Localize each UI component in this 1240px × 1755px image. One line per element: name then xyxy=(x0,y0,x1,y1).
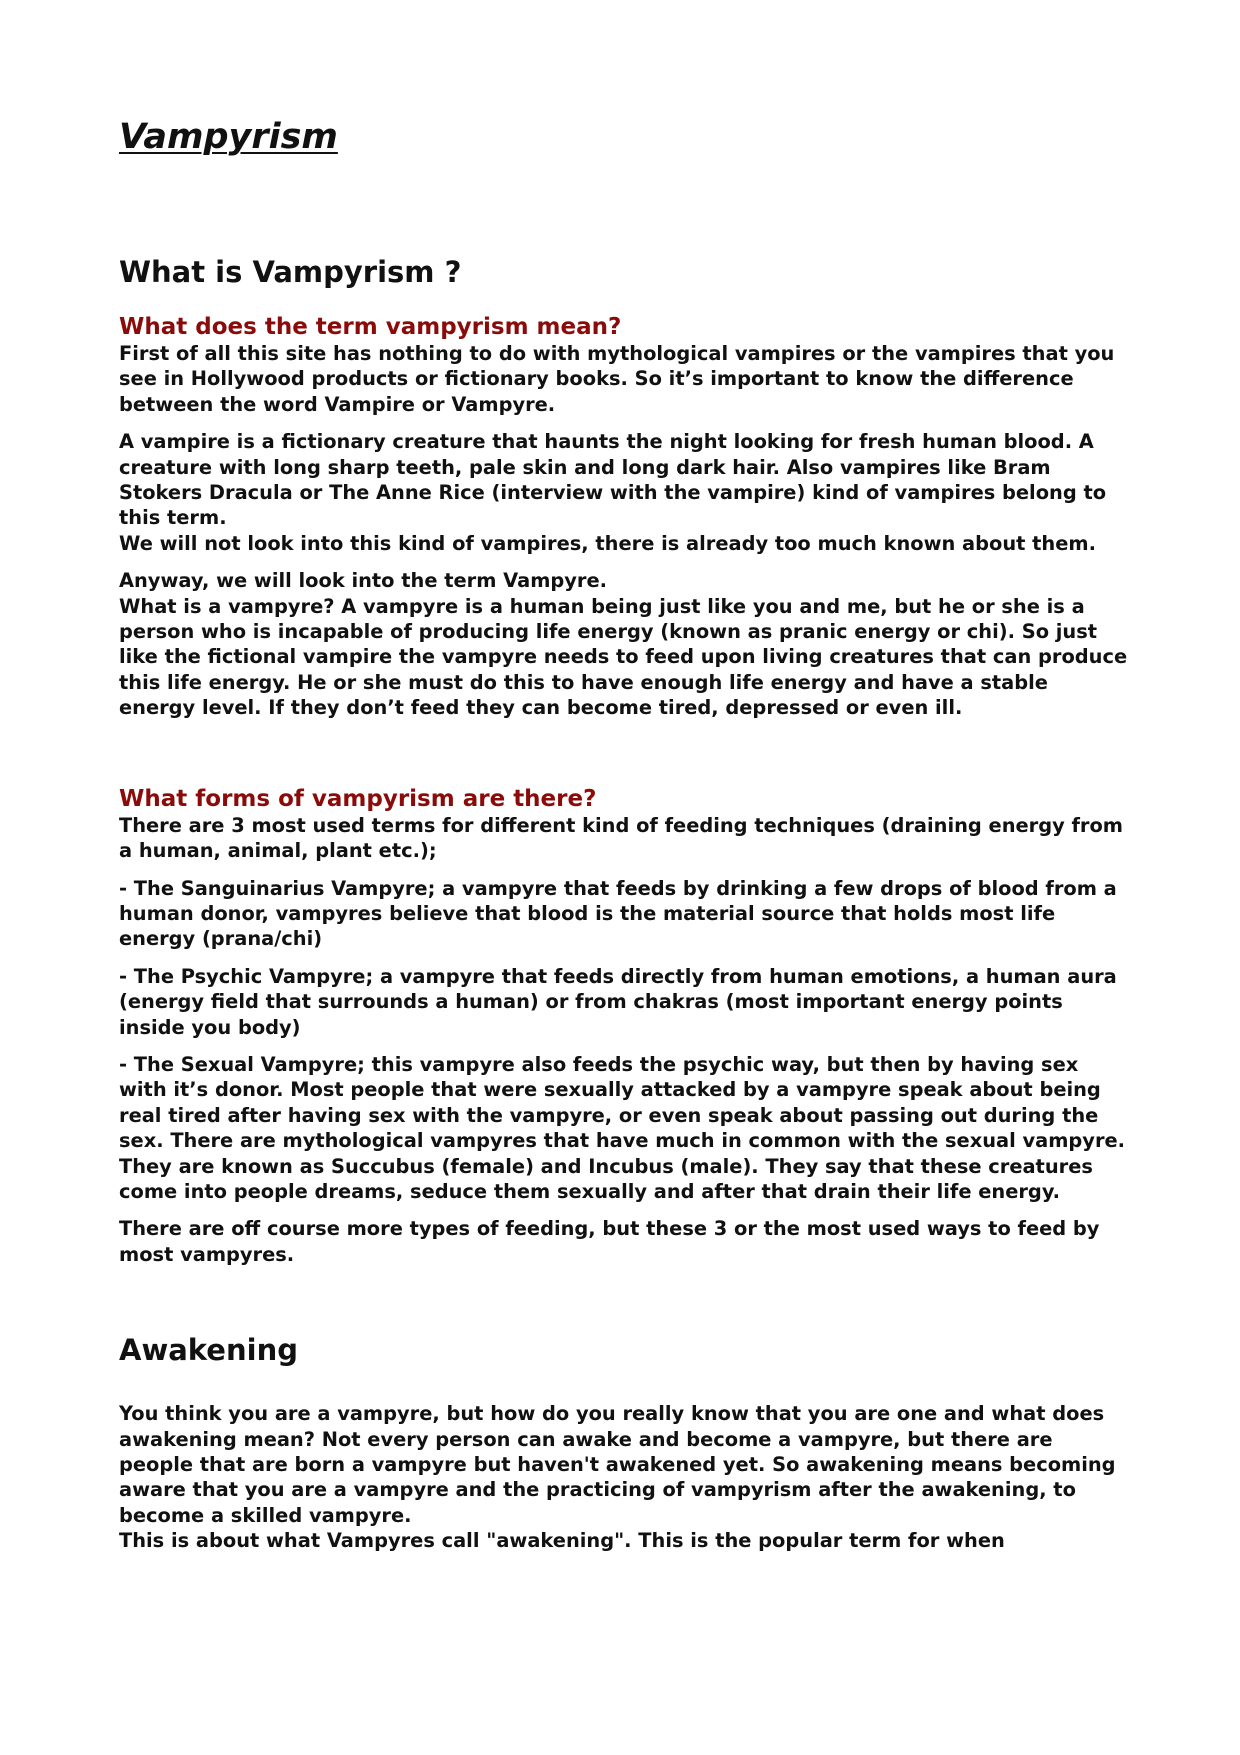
paragraph: You think you are a vampyre, but how do you really know that you are one and what does awakening mean? Not every person can awake and become a vampyre, but there are people that are born a vampyre but haven't awakened yet. So awakening means becoming aware that you are a vampyre and the practicing of vampyrism after the awakening, to become a skilled vampyre. xyxy=(119,1402,1116,1527)
list-item: - The Sexual Vampyre; this vampyre also feeds the psychic way, but then by having sex with it’s donor. Most people that were sexually attacked by a vampyre speak about being real tired after having sex with the vampyre, or even speak about passing out during the sex. There are mythological vampyres that have much in common with the sexual vampyre. They are known as Succubus (female) and Incubus (male). They say that these creatures come into people dreams, seduce them sexually and after that drain their life energy. xyxy=(119,1052,1126,1203)
document-content xyxy=(119,253,1129,1554)
paragraph: There are 3 most used terms for different kind of feeding techniques (draining energy from a human, animal, plant etc.); xyxy=(119,813,1124,863)
paragraph: We will not look into this kind of vampires, there is already too much known about them. xyxy=(119,531,1096,555)
paragraph: This is about what Vampyres call "awakening". This is the popular term for when xyxy=(119,1529,1005,1553)
paragraph: A vampire is a fictionary creature that haunts the night looking for fresh human blood. A creature with long sharp teeth, pale skin and long dark hair. Also vampires like Bram Stokers Dracula or The Anne Rice (interview with the vampire) kind of vampires belong to this term. xyxy=(119,430,1107,530)
subheading-term-meaning: What does the term vampyrism mean? xyxy=(119,314,622,340)
paragraph: Anyway, we will look into the term Vampyre. xyxy=(119,569,608,593)
document-title: Vampyrism xyxy=(119,117,338,157)
list-item: - The Sanguinarius Vampyre; a vampyre that feeds by drinking a few drops of blood from a human donor, vampyres believe that blood is the material source that holds most life energy (prana/chi) xyxy=(119,876,1117,951)
subheading-forms-of-vampyrism: What forms of vampyrism are there? xyxy=(119,785,597,812)
section-heading-awakening: Awakening xyxy=(119,1333,298,1368)
section-heading-what-is-vampyrism: What is Vampyrism ? xyxy=(119,255,462,289)
paragraph: There are off course more types of feeding, but these 3 or the most used ways to feed by most vampyres. xyxy=(119,1217,1100,1266)
paragraph: What is a vampyre? A vampyre is a human being just like you and me, but he or she is a person who is incapable of producing life energy (known as pranic energy or chi). So just like the fictional vampire the vampyre needs to feed upon living creatures that can produce this life energy. He or she must do this to have enough life energy and have a stable energy level. If they don’t feed they can become tired, depressed or even ill. xyxy=(119,594,1128,720)
list-item: - The Psychic Vampyre; a vampyre that feeds directly from human emotions, a human aura (energy field that surrounds a human) or from chakras (most important energy points inside you body) xyxy=(119,964,1117,1039)
paragraph: First of all this site has nothing to do with mythological vampires or the vampires that you see in Hollywood products or fictionary books. So it’s important to know the difference between the word Vampire or Vampyre. xyxy=(119,342,1115,416)
